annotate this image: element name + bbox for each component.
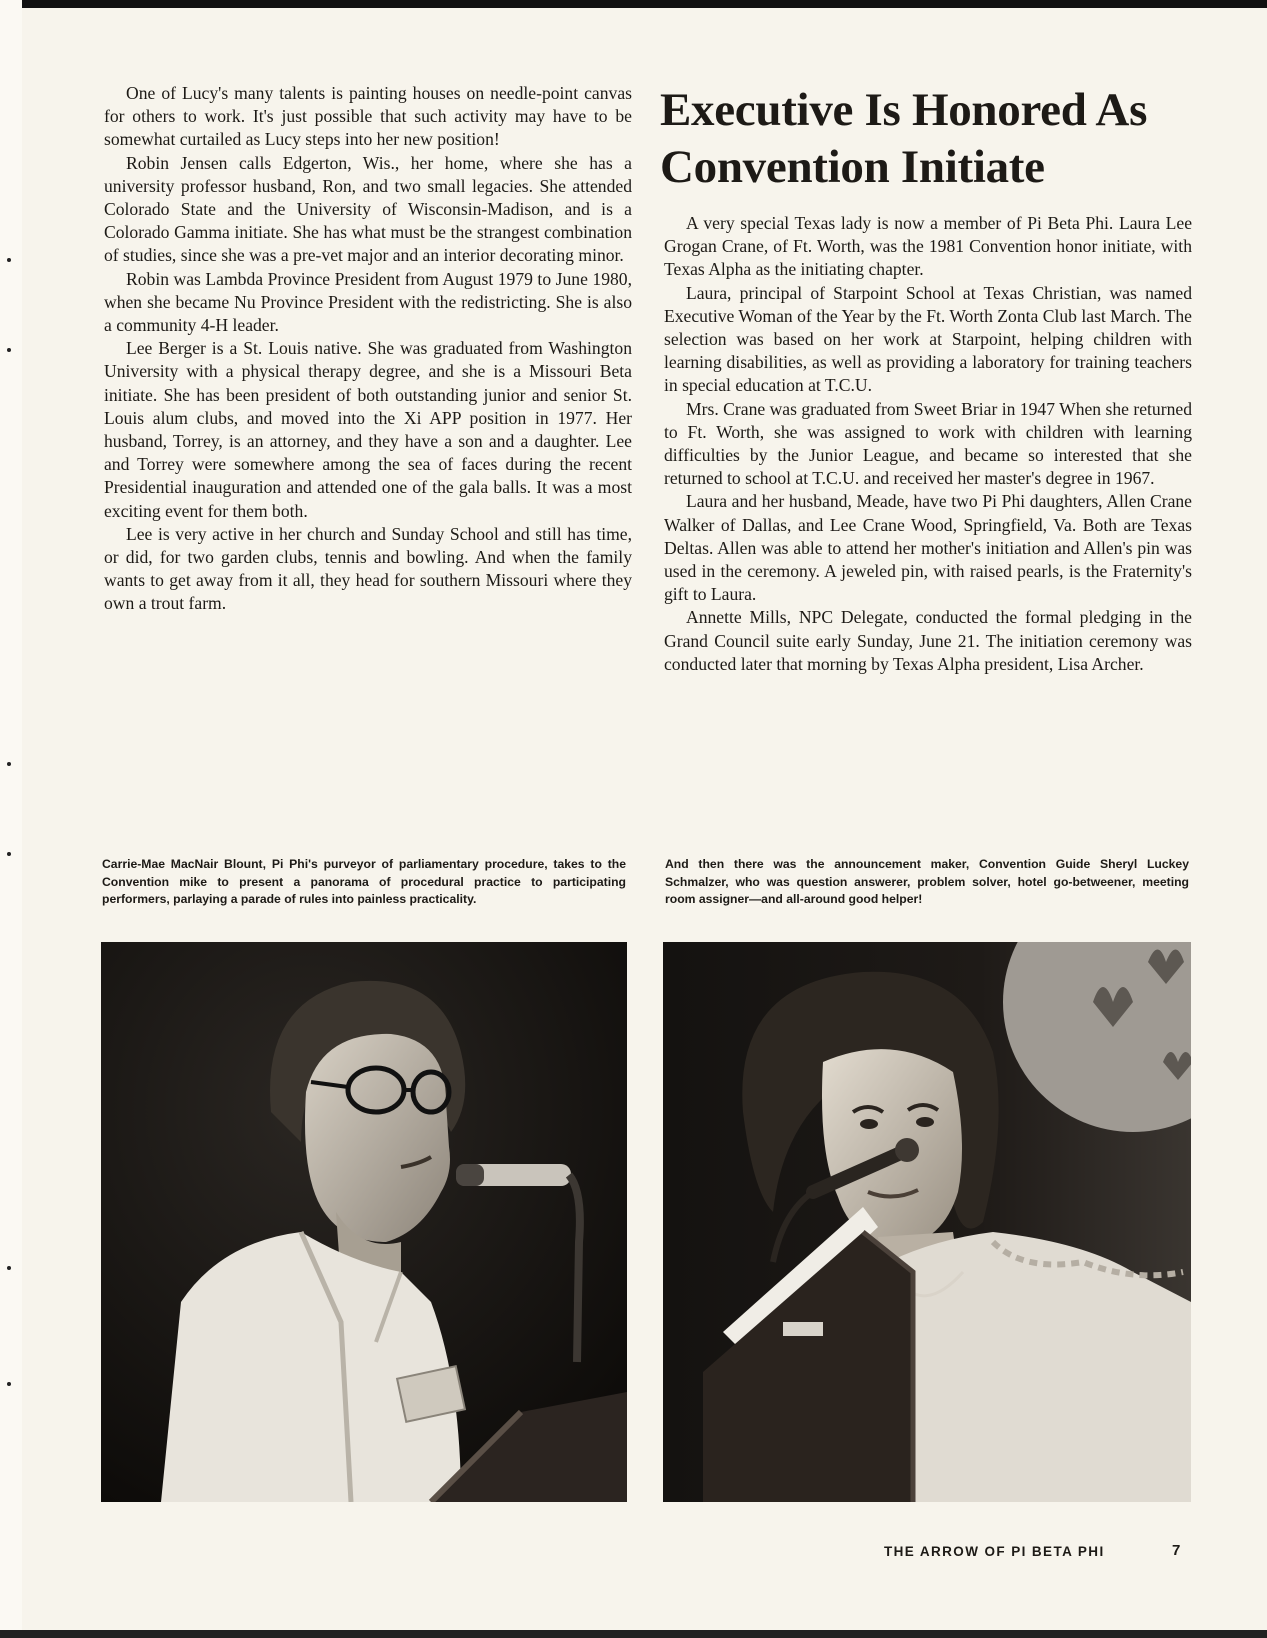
- paragraph: One of Lucy's many talents is painting houses on needle-point canvas for others to work. It's just possible that such activity may have to be somewhat curtailed as Lucy steps into her new position!: [104, 83, 632, 150]
- right-article-column: [660, 82, 1192, 676]
- photo-caption-right: And then there was the announcement maker, Convention Guide Sheryl Luckey Schmalzer, who was question answerer, problem solver, hotel go-betweener, meeting room assigner—and all-around good helper!: [665, 857, 1189, 906]
- left-article-column: [104, 82, 632, 616]
- woman-glasses-microphone-photo: [101, 942, 627, 1502]
- photo-caption-left: Carrie-Mae MacNair Blount, Pi Phi's purveyor of parliamentary procedure, takes to the Convention mike to present a panorama of procedural practice to participating performers, parlaying a parade of rules into painless practicality.: [102, 857, 626, 906]
- paragraph: Robin was Lambda Province President from August 1979 to June 1980, when she became Nu Province President with the redistricting. She is also a community 4-H leader.: [104, 268, 632, 336]
- margin-dot: [7, 1382, 11, 1386]
- paragraph: Lee is very active in her church and Sunday School and still has time, or did, for two garden clubs, tennis and bowling. And when the family wants to get away from it all, they head for southern Missouri where they own a trout farm.: [104, 523, 632, 614]
- scan-bottom-edge: [0, 1630, 1267, 1638]
- paragraph: Annette Mills, NPC Delegate, conducted the formal pledging in the Grand Council suite early Sunday, June 21. The initiation ceremony was conducted later that morning by Texas Alpha president, Lisa Archer.: [664, 607, 1192, 674]
- publication-footer: THE ARROW OF PI BETA PHI: [884, 1544, 1105, 1559]
- paragraph: A very special Texas lady is now a member of Pi Beta Phi. Laura Lee Grogan Crane, of Ft. Worth, was the 1981 Convention honor initiate, with Texas Alpha as the initiating chapter.: [664, 213, 1192, 280]
- photo-right: [663, 942, 1191, 1502]
- paragraph: Laura and her husband, Meade, have two Pi Phi daughters, Allen Crane Walker of Dallas, and Lee Crane Wood, Springfield, Va. Both are Texas Deltas. Allen was able to attend her mother's initiation and Allen's pin was used in the ceremony. A jeweled pin, with raised pearls, is the Fraternity's gift to Laura.: [664, 491, 1192, 605]
- margin-dot: [7, 258, 11, 262]
- paragraph: Mrs. Crane was graduated from Sweet Briar in 1947 When she returned to Ft. Worth, she was assigned to work with children with learning difficulties by the Junior League, and became so interested that she returned to school at T.C.U. and received her master's degree in 1967.: [664, 398, 1192, 489]
- margin-dot: [7, 348, 11, 352]
- paragraph: Laura, principal of Starpoint School at Texas Christian, was named Executive Woman of the Year by the Ft. Worth Zonta Club last March. The selection was based on her work at Starpoint, helping children with learning disabilities, as well as providing a laboratory for training teachers in special education at T.C.U.: [664, 282, 1192, 396]
- page-number: 7: [1172, 1542, 1181, 1559]
- photo-left: [101, 942, 627, 1502]
- paragraph: Robin Jensen calls Edgerton, Wis., her home, where she has a university professor husband, Ron, and two small legacies. She attended Colorado State and the University of Wisconsin-Madison, and is a Colorado Gamma initiate. She has what must be the strangest combination of studies, since she was a pre-vet major and an interior decorating minor.: [104, 152, 632, 266]
- scan-top-edge: [0, 0, 1267, 8]
- margin-dot: [7, 762, 11, 766]
- paragraph: Lee Berger is a St. Louis native. She was graduated from Washington University with a physical therapy degree, and she is a Missouri Beta initiate. She has been president of both outstanding junior and senior St. Louis alum clubs, and moved into the Xi APP position in 1977. Her husband, Torrey, is an attorney, and they have a son and a daughter. Lee and Torrey were somewhere among the sea of faces during the recent Presidential inauguration and attended one of the gala balls. It was a most exciting event for them both.: [104, 338, 632, 521]
- margin-dot: [7, 852, 11, 856]
- article-headline: Executive Is Honored As Convention Initiate: [660, 84, 1148, 193]
- margin-dot: [7, 1266, 11, 1270]
- scan-left-margin: [0, 0, 22, 1638]
- woman-podium-microphone-photo: [663, 942, 1191, 1502]
